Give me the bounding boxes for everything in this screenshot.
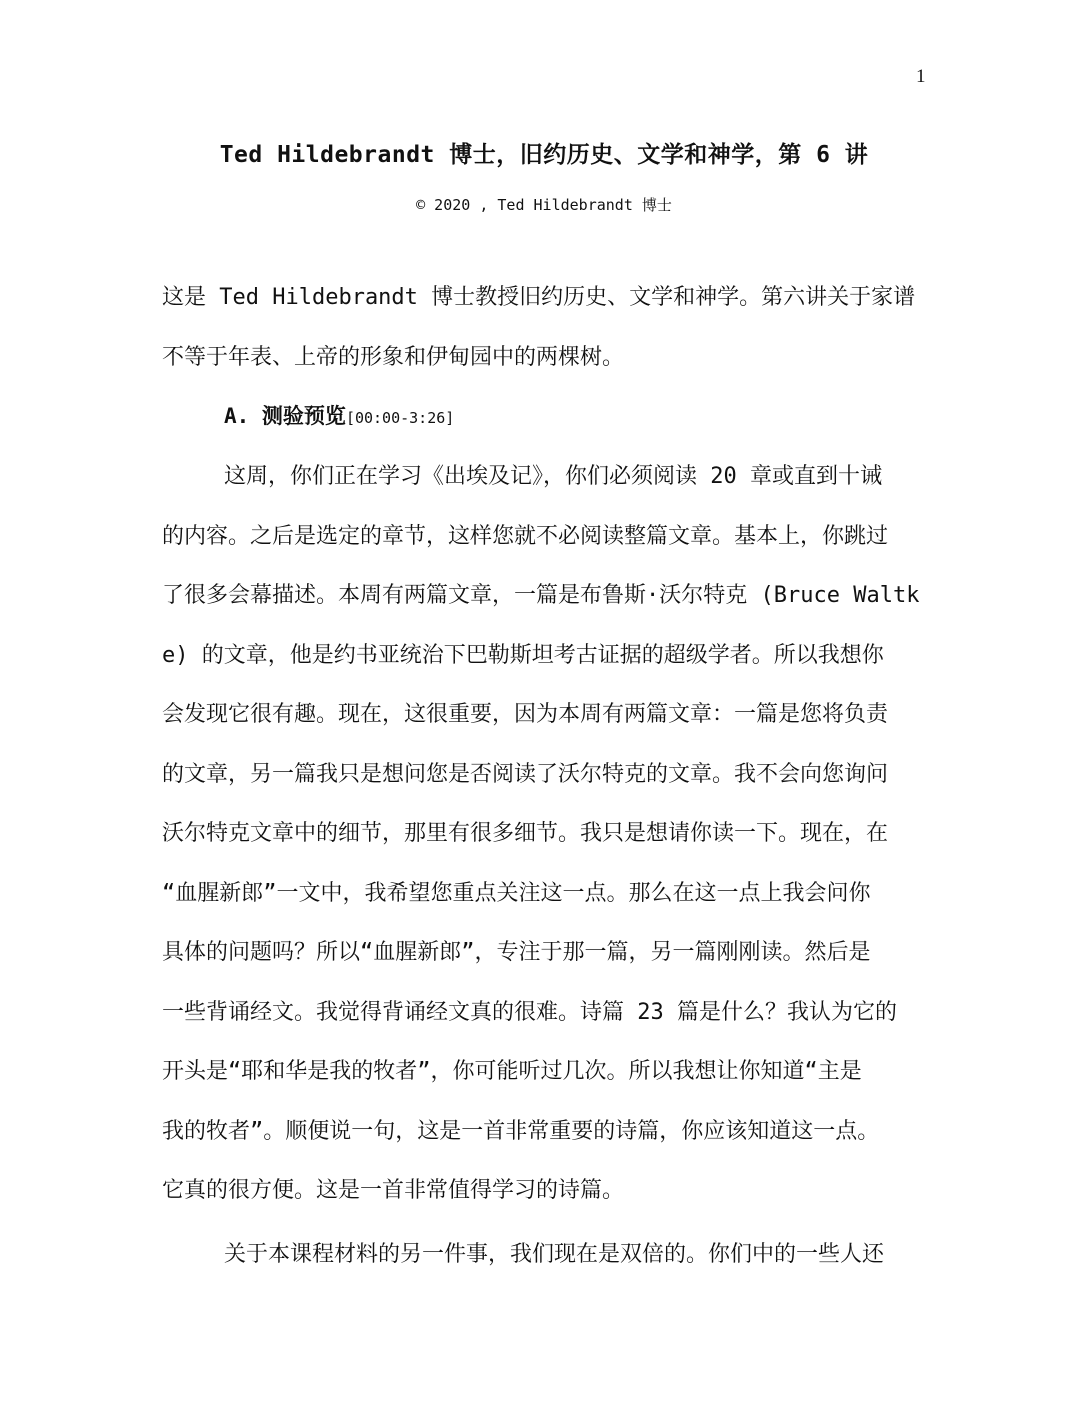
section-label: A. 测验预览 xyxy=(224,404,346,428)
body-line: 开头是“耶和华是我的牧者”，你可能听过几次。所以我想让你知道“主是 xyxy=(162,1059,862,1084)
final-paragraph xyxy=(162,1225,922,1285)
body-line: 会发现它很有趣。现在，这很重要，因为本周有两篇文章：一篇是您将负责 xyxy=(162,702,889,727)
final-line: 关于本课程材料的另一件事，我们现在是双倍的。你们中的一些人还 xyxy=(224,1242,885,1267)
body-line: 了很多会幕描述。本周有两篇文章，一篇是布鲁斯·沃尔特克 (Bruce Waltk xyxy=(162,583,920,608)
body-line: 这周，你们正在学习《出埃及记》，你们必须阅读 20 章或直到十诫 xyxy=(224,464,882,489)
section-timestamp: [00:00-3:26] xyxy=(345,409,455,427)
section-heading xyxy=(224,400,454,430)
body-line: 一些背诵经文。我觉得背诵经文真的很难。诗篇 23 篇是什么？我认为它的 xyxy=(162,999,897,1025)
body-line: 沃尔特克文章中的细节，那里有很多细节。我只是想请你读一下。现在，在 xyxy=(162,821,889,846)
body-line: 的内容。之后是选定的章节，这样您就不必阅读整篇文章。基本上，你跳过 xyxy=(162,523,889,549)
page-number: 1 xyxy=(916,66,926,87)
body-line: 它真的很方便。这是一首非常值得学习的诗篇。 xyxy=(162,1178,625,1203)
body-paragraph xyxy=(162,447,922,1221)
intro-paragraph xyxy=(162,268,922,387)
body-line: 的文章，另一篇我只是想问您是否阅读了沃尔特克的文章。我不会向您询问 xyxy=(162,761,889,787)
intro-line: 不等于年表、上帝的形象和伊甸园中的两棵树。 xyxy=(162,344,625,370)
document-title: Ted Hildebrandt 博士，旧约历史、文学和神学，第 6 讲 xyxy=(219,142,869,168)
body-line: 我的牧者”。顺便说一句，这是一首非常重要的诗篇，你应该知道这一点。 xyxy=(162,1118,880,1144)
copyright-notice: © 2020 , Ted Hildebrandt 博士 xyxy=(416,196,672,214)
body-line: e) 的文章，他是约书亚统治下巴勒斯坦考古证据的超级学者。所以我想你 xyxy=(162,642,884,668)
body-line: “血腥新郎”一文中，我希望您重点关注这一点。那么在这一点上我会问你 xyxy=(162,880,871,906)
intro-line: 这是 Ted Hildebrandt 博士教授旧约历史、文学和神学。第六讲关于家谱 xyxy=(162,285,916,310)
body-line: 具体的问题吗？所以“血腥新郎”，专注于那一篇，另一篇刚刚读。然后是 xyxy=(162,940,871,965)
